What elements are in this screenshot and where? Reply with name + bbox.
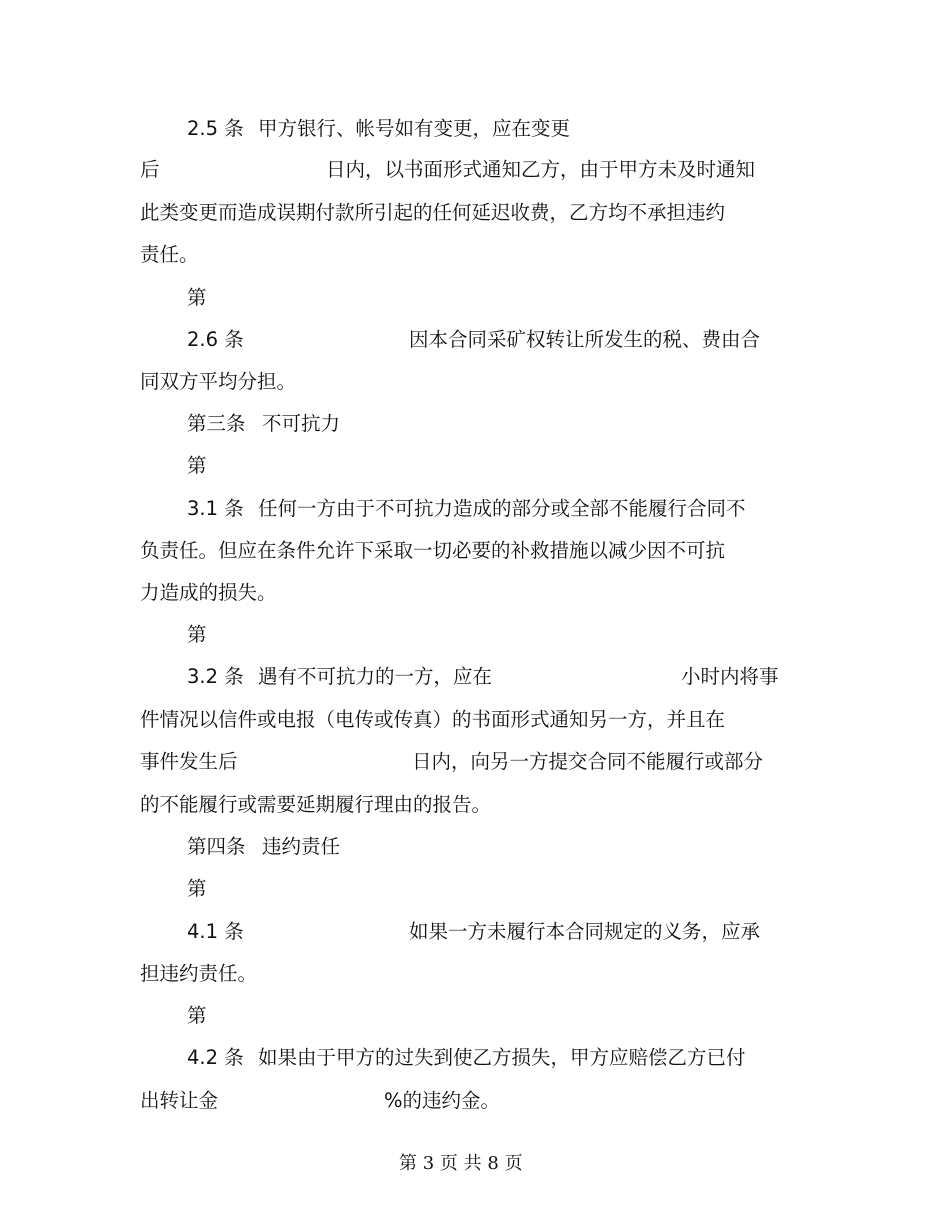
text-line: 力造成的损失。	[140, 581, 277, 604]
article-3-1-text: 任何一方由于不可抗力造成的部分或全部不能履行合同不	[258, 497, 746, 520]
text-line: 小时内将事	[681, 665, 779, 688]
article-3-2-text: 遇有不可抗力的一方，应在	[258, 665, 493, 688]
article-prefix: 第	[187, 877, 207, 900]
page-footer	[399, 1152, 523, 1176]
text-line: 后	[140, 158, 160, 181]
text-line: 责任。	[140, 243, 199, 266]
text-line: 的不能履行或需要延期履行理由的报告。	[140, 793, 492, 816]
article-3-1-number: 3.1 条	[187, 497, 244, 520]
text-line: 负责任。但应在条件允许下采取一切必要的补救措施以减少因不可抗	[140, 539, 726, 562]
text-line: 同双方平均分担。	[140, 370, 297, 393]
article-2-6-text: 因本合同采矿权转让所发生的税、费由合	[409, 328, 761, 351]
article-2-5-number: 2.5 条	[187, 117, 244, 140]
article-4-2-text: 如果由于甲方的过失到使乙方损失，甲方应赔偿乙方已付	[258, 1046, 746, 1069]
page-total: 8	[487, 1153, 499, 1174]
article-4-1-text: 如果一方未履行本合同规定的义务，应承	[409, 920, 761, 943]
article-prefix: 第	[187, 454, 207, 477]
article-2-6-number: 2.6 条	[187, 328, 244, 351]
article-3-2-number: 3.2 条	[187, 665, 244, 688]
text-line: 此类变更而造成误期付款所引起的任何延迟收费，乙方均不承担违约	[140, 201, 726, 224]
text-line: 件情况以信件或电报（电传或传真）的书面形式通知另一方，并且在	[140, 708, 726, 731]
section-4-title: 违约责任	[262, 835, 341, 858]
section-4-number: 第四条	[187, 835, 246, 858]
text-line: 日内，向另一方提交合同不能履行或部分	[412, 750, 764, 773]
section-3-number: 第三条	[187, 412, 246, 435]
article-prefix: 第	[187, 623, 207, 646]
article-4-2-number: 4.2 条	[187, 1046, 244, 1069]
article-4-1-number: 4.1 条	[187, 920, 244, 943]
text-line: 日内，以书面形式通知乙方，由于甲方未及时通知	[326, 158, 756, 181]
page-label-mid: 页 共	[439, 1153, 482, 1174]
text-line: 担违约责任。	[140, 962, 258, 985]
page-label-post: 页	[504, 1153, 523, 1174]
article-2-5-text: 甲方银行、帐号如有变更，应在变更	[258, 117, 571, 140]
article-prefix: 第	[187, 286, 207, 309]
section-3-title: 不可抗力	[262, 412, 341, 435]
page-label-pre: 第	[399, 1153, 417, 1174]
text-line: 事件发生后	[140, 750, 238, 773]
text-line: %的违约金。	[384, 1089, 501, 1112]
text-line: 出转让金	[140, 1089, 219, 1112]
article-prefix: 第	[187, 1004, 207, 1027]
page-current: 3	[422, 1153, 435, 1174]
